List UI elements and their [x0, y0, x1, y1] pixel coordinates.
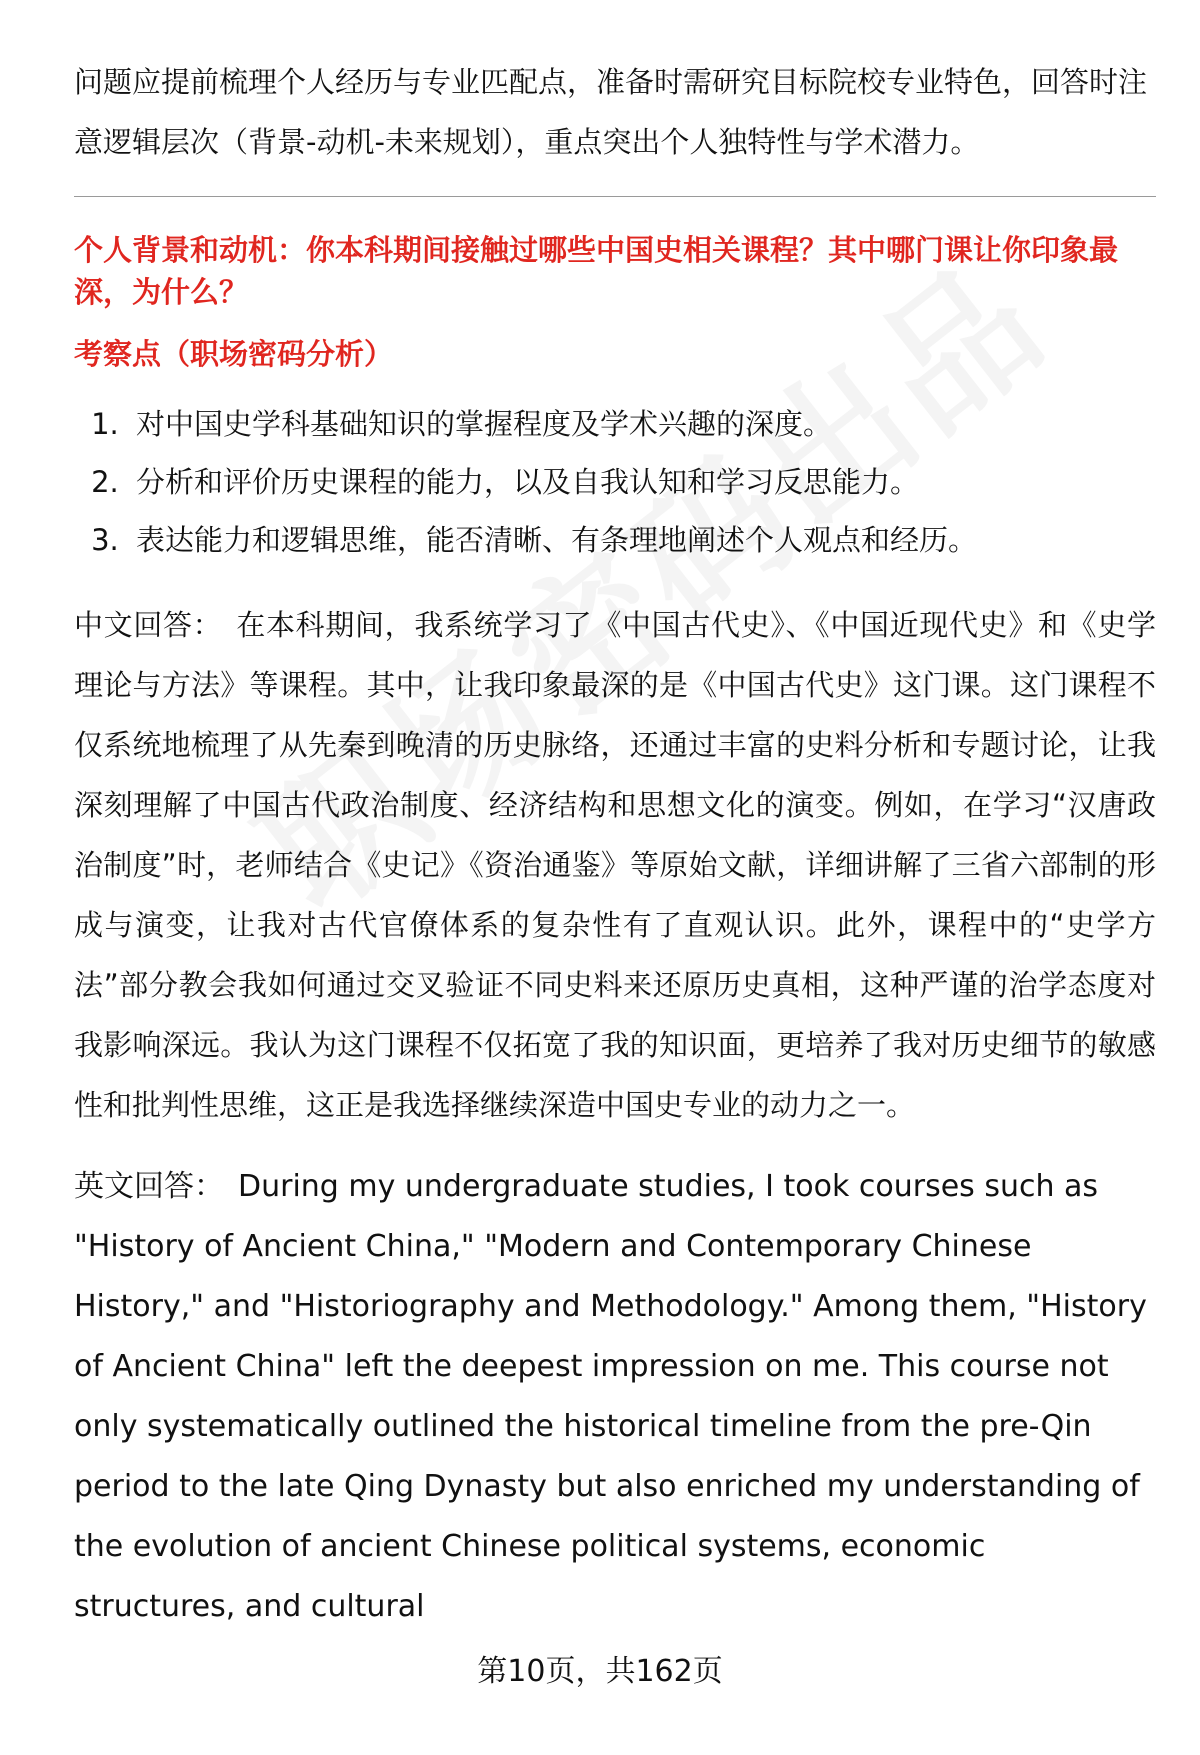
chinese-answer-label: 中文回答： — [74, 608, 223, 642]
page-number: 第10页，共162页 — [477, 1654, 723, 1689]
section-divider — [74, 196, 1156, 197]
question-heading: 个人背景和动机：你本科期间接触过哪些中国史相关课程？其中哪门课让你印象最深，为什么？ — [74, 233, 1119, 309]
assessment-point: 3. 表达能力和逻辑思维，能否清晰、有条理地阐述个人观点和经历。 — [128, 511, 1156, 569]
chinese-answer — [74, 595, 1156, 1135]
assessment-point: 2. 分析和评价历史课程的能力，以及自我认知和学习反思能力。 — [128, 453, 1156, 511]
assessment-heading: 考察点（职场密码分析） — [74, 337, 394, 371]
english-answer — [74, 1157, 1156, 1637]
page-content — [74, 52, 1156, 1637]
assessment-point: 1. 对中国史学科基础知识的掌握程度及学术兴趣的深度。 — [128, 395, 1156, 453]
english-answer-label: 英文回答： — [74, 1169, 224, 1204]
intro-paragraph: 问题应提前梳理个人经历与专业匹配点，准备时需研究目标院校专业特色，回答时注意逻辑层次（背景-动机-未来规划），重点突出个人独特性与学术潜力。 — [74, 65, 1148, 159]
assessment-points-list — [74, 395, 1156, 569]
chinese-answer-text: 在本科期间，我系统学习了《中国古代史》、《中国近现代史》和《史学理论与方法》等课程。其中，让我印象最深的是《中国古代史》这门课。这门课程不仅系统地梳理了从先秦到晚清的历史脉络，还通过丰富的史料分析和专题讨论，让我深刻理解了中国古代政治制度、经济结构和思想文化的演变。例如，在学习“汉唐政治制度”时，老师结合《史记》《资治通鉴》等原始文献，详细讲解了三省六部制的形成与演变，让我对古代官僚体系的复杂性有了直观认识。此外，课程中的“史学方法”部分教会我如何通过交叉验证不同史料来还原历史真相，这种严谨的治学态度对我影响深远。我认为这门课程不仅拓宽了我的知识面，更培养了我对历史细节的敏感性和批判性思维，这正是我选择继续深造中国史专业的动力之一。 — [74, 608, 1156, 1122]
english-answer-text: During my undergraduate studies, I took courses such as "History of Ancient China," "Modern and Contemporary Chinese History," and "Historiography and Methodology." Among them, "History of Ancient China" left the deepest impression on me. This course not only systematically outlined the historical timeline from the pre-Qin period to the late Qing Dynasty but also enriched my understanding of the evolution of ancient Chinese political systems, economic structures, and cultural — [74, 1169, 1147, 1624]
